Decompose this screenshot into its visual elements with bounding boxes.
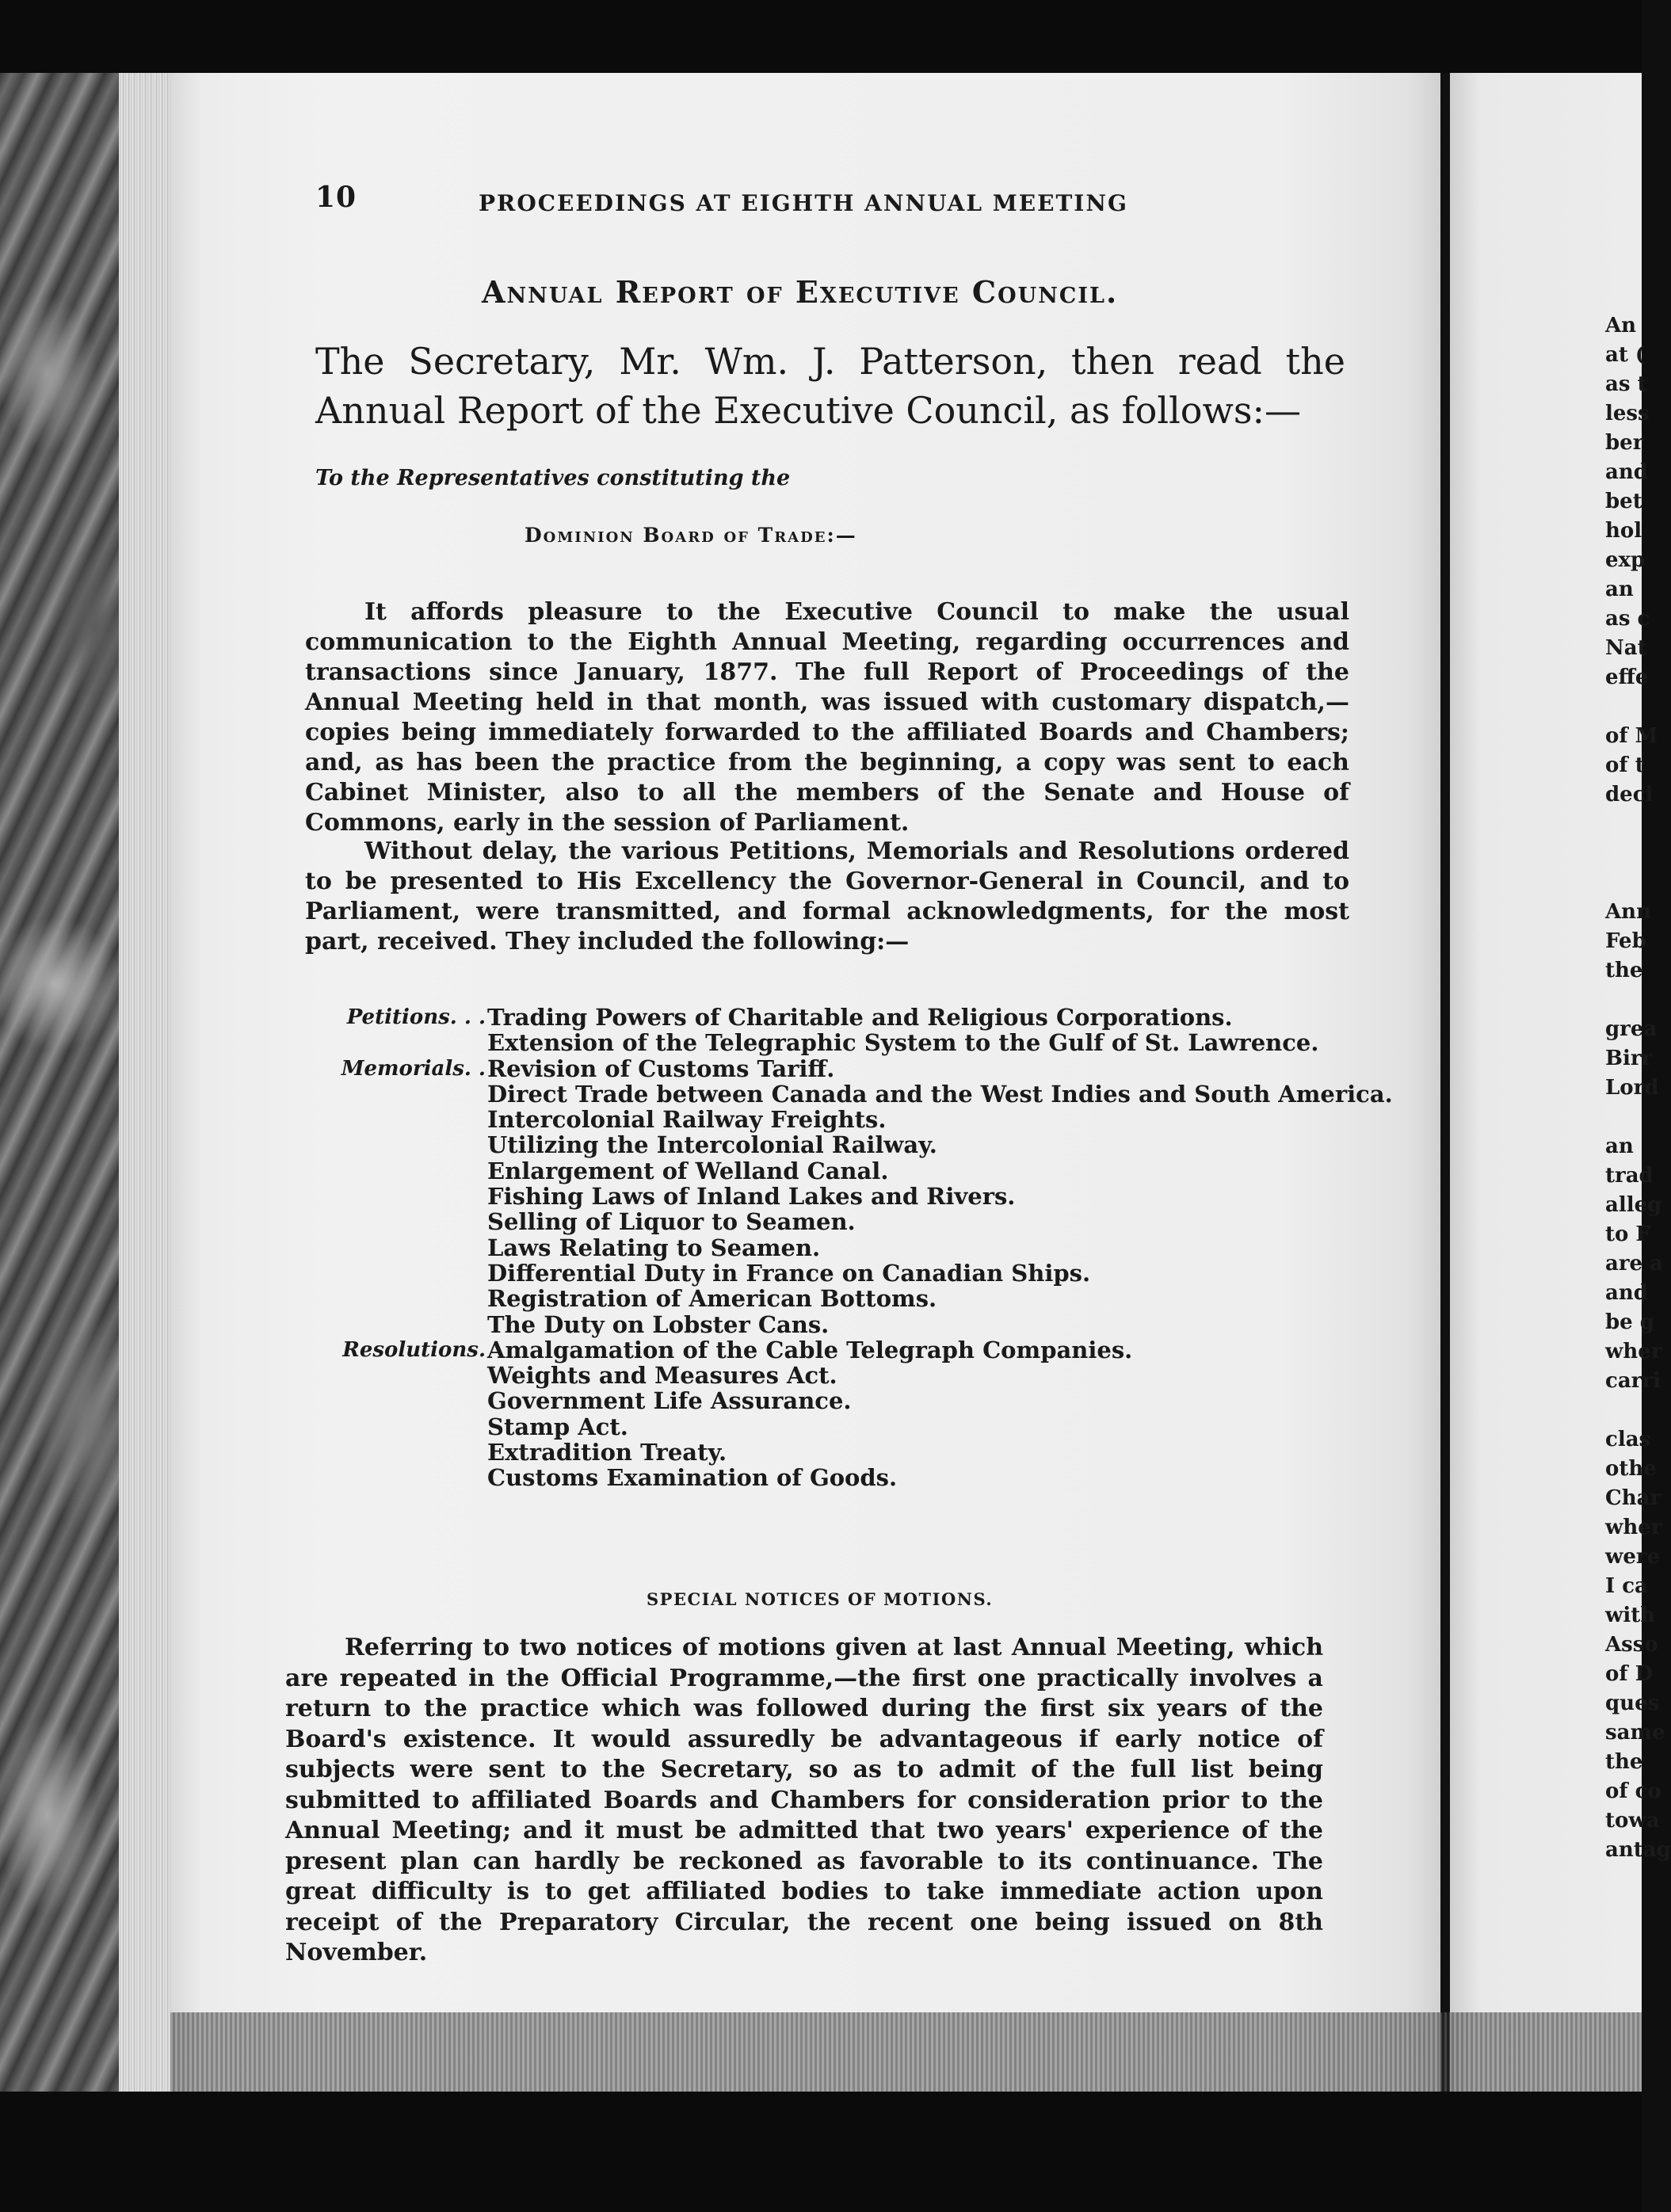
facing-page-fragment [1605,1103,1669,1132]
facing-page-fragment: deci [1605,783,1654,807]
section-title: Annual Report of Executive Council. [482,274,1119,310]
scan-top-border [0,0,1642,73]
facing-page-fragment: towa [1605,1809,1660,1833]
list-item: Laws Relating to Seamen. [487,1234,821,1261]
list-row [305,1465,1351,1490]
list-item: Government Life Assurance. [487,1387,852,1415]
facing-page-fragment: the [1605,959,1643,982]
facing-page-fragment: grea [1605,1017,1658,1041]
submissions-list [305,1004,1393,1492]
running-head: PROCEEDINGS AT EIGHTH ANNUAL MEETING [479,190,1128,216]
facing-page-fragment: ber [1605,431,1644,455]
list-item: Stamp Act. [487,1413,628,1440]
list-item: Intercolonial Railway Freights. [487,1106,887,1134]
facing-page-fragment [1605,868,1669,898]
list-row [305,1107,1351,1132]
facing-page-fragment: Birr [1605,1047,1653,1070]
list-row [305,1286,1351,1311]
list-item: Differential Duty in France on Canadian Ships. [487,1259,1091,1287]
facing-page-fragment: alleg [1605,1193,1662,1217]
list-item: Revision of Customs Tariff. [487,1055,835,1082]
list-item: Amalgamation of the Cable Telegraph Companies. [487,1336,1133,1363]
list-row [305,1056,1351,1081]
list-row [305,1158,1351,1184]
body-paragraph-1: It affords pleasure to the Executive Council to make the usual communication to the Eighth Annual Meeting, regarding occurrences and transactions since January, 1877. The full Report of Proceedings of the Annual Meeting held in that month, was issued with customary dispatch,—copies being immediately forwarded to the affiliated Boards and Chambers; and, as has been the practice from the beginning, a copy was sent to each Cabinet Minister, also to all the members of the Senate and House of Commons, early in the session of Parliament. [305,598,1349,837]
facing-page-fragment: of M [1605,724,1658,748]
list-row [305,1235,1351,1260]
list-item: Utilizing the Intercolonial Railway. [487,1131,937,1159]
facing-page-fragment: wher [1605,1340,1662,1363]
facing-page-fragment: be g [1605,1310,1654,1334]
page-edges [119,73,174,2092]
facing-page-fragment: antag [1605,1838,1671,1862]
list-row [305,1337,1351,1363]
facing-page-fragment: trad [1605,1164,1654,1188]
list-item: Customs Examination of Goods. [487,1464,898,1492]
facing-page-fragment [1605,810,1669,839]
facing-page-fragment: clas [1605,1428,1651,1451]
list-row [305,1132,1351,1157]
list-row [305,1440,1351,1465]
facing-page-fragment [1605,986,1669,1015]
list-row [305,1363,1351,1388]
list-row [305,1209,1351,1234]
facing-page-fragment: Feb [1605,929,1646,953]
facing-page-fragment: An [1605,314,1637,338]
list-category-label: Resolutions. [342,1337,486,1362]
facing-page-text [1605,311,1669,1865]
facing-page-fragment: less [1605,402,1650,425]
facing-page-fragment: carri [1605,1369,1661,1393]
facing-page-fragment: of D [1605,1662,1654,1686]
facing-page-fragment: at ( [1605,343,1646,367]
facing-page-fragment: and [1605,460,1648,484]
facing-page-fragment: effe [1605,666,1649,689]
closing-paragraph: Referring to two notices of motions given at last Annual Meeting, which are repeated in the Official Programme,—the first one practically involves a return to the practice which was followed during the first six years of the Board's existence. It would assuredly be advantageous if early notice of subjects were sent to the Secretary, so as to admit of the full list being submitted to affiliated Boards and Chambers for consideration prior to the Annual Meeting; and it must be admitted that two years' experience of the present plan can hardly be reckoned as favorable to its continuance. The great difficulty is to get affiliated bodies to take immediate action upon receipt of the Preparatory Circular, the recent one being issued on 8th November. [285,1634,1323,1966]
facing-page-fragment: to F [1605,1222,1650,1246]
facing-page-fragment: and [1605,1281,1648,1305]
facing-page-fragment: the [1605,1750,1643,1774]
salutation: To the Representatives constituting the [315,466,791,490]
facing-page-fragment: same [1605,1721,1665,1745]
list-item: The Duty on Lobster Cans. [487,1310,830,1338]
facing-page-fragment: Nat [1605,636,1647,660]
facing-page-fragment: exp [1605,548,1646,572]
list-item: Direct Trade between Canada and the West Indies and South America. [487,1080,1393,1108]
facing-page-fragment: of t [1605,753,1645,777]
page-number: 10 [315,181,357,214]
list-row [305,1388,1351,1413]
facing-page-fragment: are a [1605,1252,1663,1276]
list-row [305,1312,1351,1337]
facing-page-fragment: ques [1605,1691,1660,1715]
facing-page-fragment: wher [1605,1516,1662,1539]
facing-page-fragment: bet [1605,490,1642,513]
intro-paragraph: The Secretary, Mr. Wm. J. Patterson, then read the Annual Report of the Executive Council, as follows:— [315,340,1345,432]
facing-page-fragment: I ca [1605,1574,1648,1598]
list-item: Fishing Laws of Inland Lakes and Rivers. [487,1183,1016,1211]
facing-page-fragment: Lord [1605,1076,1659,1100]
list-item: Extension of the Telegraphic System to the Gulf of St. Lawrence. [487,1029,1319,1057]
list-row [305,1030,1351,1055]
facing-page-fragment: with [1605,1604,1656,1627]
facing-page-fragment: Asso [1605,1633,1658,1657]
list-item: Weights and Measures Act. [487,1362,837,1390]
facing-page-fragment: Char [1605,1486,1661,1510]
list-category-label: Memorials. . [341,1056,486,1081]
subheading: SPECIAL NOTICES OF MOTIONS. [647,1589,994,1609]
facing-page-fragment [1605,692,1669,722]
list-item: Registration of American Bottoms. [487,1285,937,1313]
facing-page-fragment: as c [1605,607,1650,631]
facing-page-fragment [1605,1396,1669,1425]
list-row [305,1414,1351,1440]
list-item: Selling of Liquor to Seamen. [487,1208,856,1236]
bottom-page-stack [170,2012,1642,2092]
body-paragraph-2: Without delay, the various Petitions, Memorials and Resolutions ordered to be presented to His Excellency the Governor-General in Council, and to Parliament, were transmitted, and formal acknowledgments, for the most part, received. They included the following:— [305,837,1349,955]
book-gutter [1440,73,1450,2092]
facing-page-fragment: as t [1605,372,1647,396]
list-row [305,1260,1351,1286]
list-item: Trading Powers of Charitable and Religious Corporations. [487,1004,1233,1031]
list-row [305,1184,1351,1209]
facing-page-fragment: were [1605,1545,1661,1569]
facing-page-fragment [1605,839,1669,868]
scan-bottom-border [0,2092,1642,2212]
addressee: Dominion Board of Trade:— [525,524,857,547]
list-item: Enlargement of Welland Canal. [487,1157,889,1184]
facing-page-fragment: an [1605,578,1634,601]
list-row [305,1080,1393,1108]
list-row [305,1005,1351,1030]
facing-page-fragment: of co [1605,1779,1661,1803]
facing-page-fragment: an [1605,1135,1634,1158]
list-item: Extradition Treaty. [487,1439,727,1466]
facing-page-fragment: hol [1605,519,1642,543]
facing-page-fragment: othe [1605,1457,1657,1481]
list-category-label: Petitions. . . [346,1005,486,1029]
facing-page-fragment: Ann [1605,900,1651,924]
